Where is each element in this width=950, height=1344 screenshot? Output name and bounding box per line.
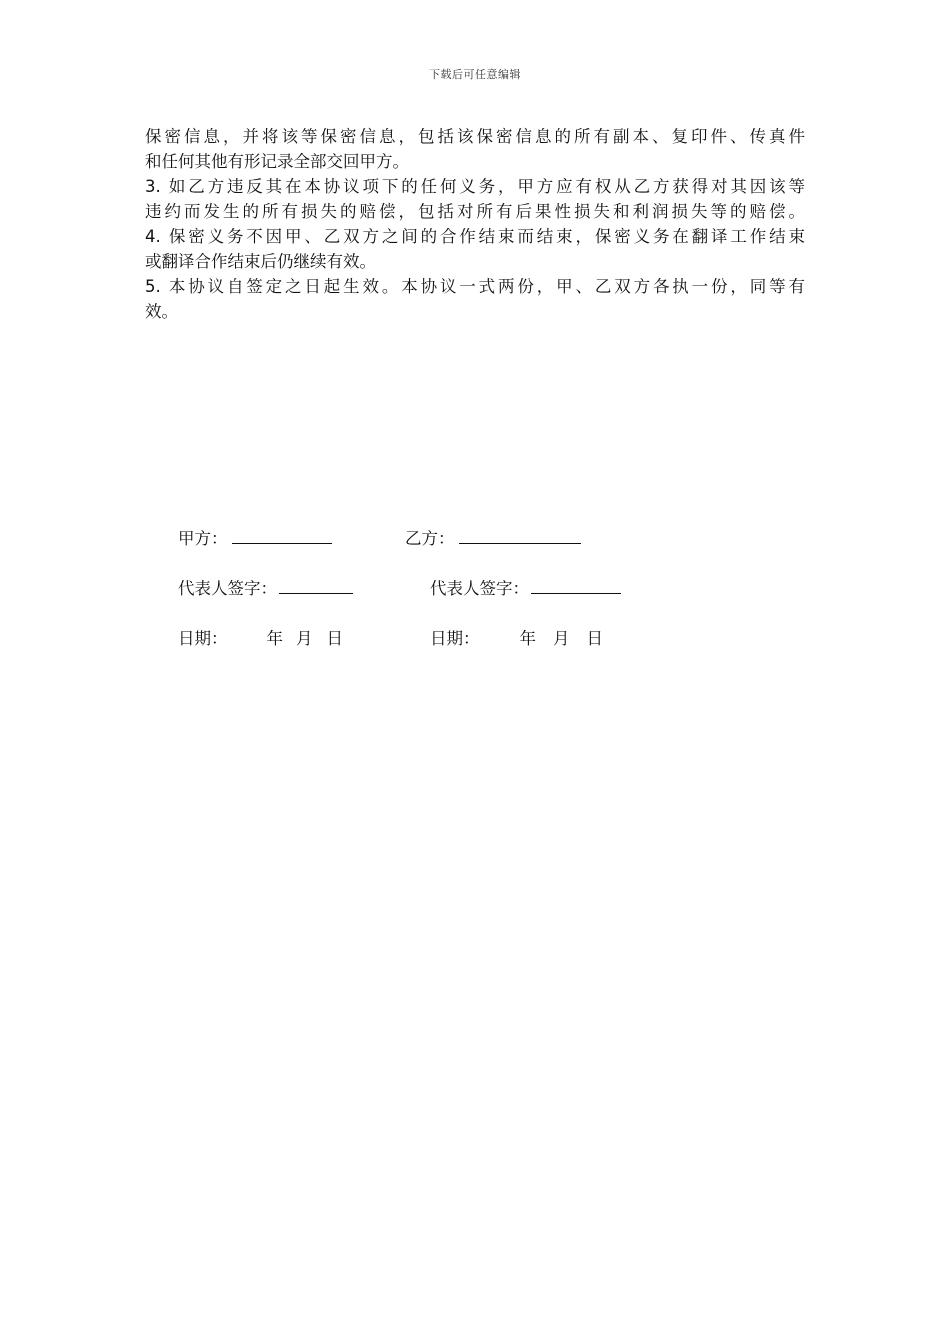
representative-row xyxy=(0,575,950,601)
party-b-rep-label: 代表人签字： xyxy=(430,579,529,598)
clause-5-line: 5. 本协议自签定之日起生效。本协议一式两份，甲、乙双方各执一份，同等有 xyxy=(145,277,805,296)
party-a-label: 甲方： xyxy=(178,529,228,548)
body-line: 违约而发生的所有损失的赔偿，包括对所有后果性损失和利润损失等的赔偿。 xyxy=(145,202,805,221)
party-a-day: 日 xyxy=(326,629,343,648)
party-a xyxy=(178,525,332,549)
party-b xyxy=(405,525,581,549)
clause-3-line: 3. 如乙方违反其在本协议项下的任何义务，甲方应有权从乙方获得对其因该等 xyxy=(145,177,805,196)
party-b-month: 月 xyxy=(553,629,570,648)
party-row xyxy=(0,525,950,551)
party-a-rep-label: 代表人签字： xyxy=(178,579,277,598)
date-row xyxy=(0,625,950,651)
party-b-day: 日 xyxy=(586,629,603,648)
party-b-date xyxy=(430,625,603,649)
party-b-rep-signature-line[interactable] xyxy=(531,577,621,594)
party-b-date-label: 日期： xyxy=(430,629,480,648)
party-a-date xyxy=(178,625,343,649)
body-line: 保密信息，并将该等保密信息，包括该保密信息的所有副本、复印件、传真件 xyxy=(145,127,805,146)
party-b-representative xyxy=(430,575,621,599)
agreement-body xyxy=(145,124,805,324)
body-line: 效。 xyxy=(145,302,178,321)
party-a-year: 年 xyxy=(266,629,283,648)
party-b-label: 乙方： xyxy=(405,529,455,548)
party-a-representative xyxy=(178,575,353,599)
page-header: 下载后可任意编辑 xyxy=(429,68,521,81)
body-line: 或翻译合作结束后仍继续有效。 xyxy=(145,252,376,271)
party-a-rep-signature-line[interactable] xyxy=(279,577,353,594)
party-b-year: 年 xyxy=(519,629,536,648)
party-a-month: 月 xyxy=(296,629,313,648)
clause-4-line: 4. 保密义务不因甲、乙双方之间的合作结束而结束，保密义务在翻译工作结束 xyxy=(145,227,805,246)
party-b-signature-line[interactable] xyxy=(459,527,581,544)
party-a-signature-line[interactable] xyxy=(232,527,332,544)
party-a-date-label: 日期： xyxy=(178,629,228,648)
body-line: 和任何其他有形记录全部交回甲方。 xyxy=(145,152,409,171)
